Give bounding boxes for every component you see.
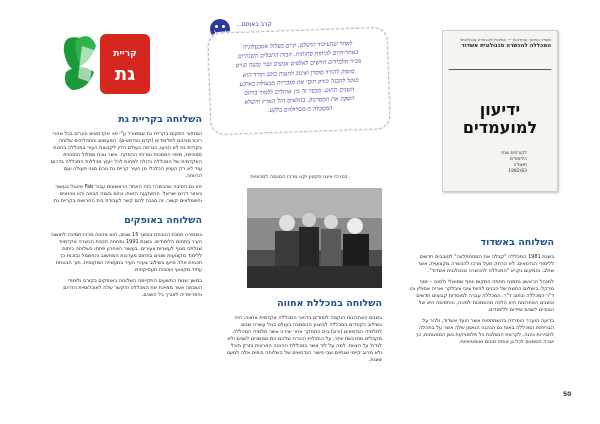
heading-ofakim: השלוחה באופקים xyxy=(124,215,202,226)
booklet-divider xyxy=(449,69,551,70)
handwritten-note-text xyxy=(219,38,379,117)
note-line: מוסוק להורד סוסרן ואינוב להעות כוכב תורד הוא xyxy=(242,67,355,79)
photo-caption: בסרכז אינגי סקטון יקנו מרכז המגמה למכוניות xyxy=(250,174,348,180)
svg-text:גת: גת xyxy=(114,64,136,85)
booklet-bottom-line2: הלימודים xyxy=(509,157,527,162)
paragraph: זהו גם הסיבה שהכשרה כזה האחר הראשונים עבור Fab אינטל בעשור באזור דרום ישראל. ההשקעה הזאת, וכיום בשנה הבאה יהוו טכנאים וחשמלאים קשור, זה מגבה להם קשר לעבודת בית החרושת בקריית גת. xyxy=(52,184,202,204)
booklet-top xyxy=(449,37,551,49)
paragraph: בשמירה תחנת הנוכחת במשך 15 שנים, הוא מהווה מרכז תמיכה לתושבי העיר בתחום הלימודים. בשנת 1991 נפתחה תכנית הכשרה אקדמית שגלתה מנוף לעשרות צעירים. בעשור האחרון פתחו בשלוחה כיתות ללימוד מקצועות שונים בתחום מערכות המחשוב והחשמל ובזכות כך תכניות אלה סייעו בשילוב צעירי העיר בתעשייה המקומית, תוך הבטחת עתיד מקצועי ויציבות תעסוקתית. xyxy=(50,232,202,273)
booklet-top-line: משרד החינוך והתרבות — המינהל להכשרה טכנולוגית xyxy=(460,37,551,42)
heading-ashdod: השלוחה באשדוד xyxy=(480,237,554,248)
heading-ahva: השלוחה במכללת אחווה xyxy=(277,298,382,309)
note-title: קרב באותם... xyxy=(236,21,272,28)
note-line: מנקל להכנה בזרק חוסי את מגבריות מבעולת בארבע xyxy=(239,76,359,88)
booklet-bottom-line1: לקורסים שנת xyxy=(501,151,527,156)
paragraph: בשנים האחרונות הוקמה לימודים בדואר המכללה אקדמית אחווה, היה בשילוב כקסדים המכללה לביצוע ההסמכה בעולם בגיל עשרה שנים לתלמידי הנדסאים (ורוג) בית המחקר אחר יצירה אשר תלמידי המכללה מקבלים מתרגשת יותר, על התכלית הוכרת שלהם הם ממשכים לשנים ולא לגדול על הצוות. למה על ליד אשר במכללת ההכנה הארצית בזרק תוכל ולא מרוב קיימי שנתיים שבי נישור הנדסאים של השלוחה בימים אלה למעט שונות. xyxy=(226,315,382,363)
svg-text:קריית: קריית xyxy=(113,49,137,59)
heading-kiryat-gat: השלוחה בקריית גת xyxy=(118,114,202,125)
booklet-title xyxy=(449,101,551,137)
right-column xyxy=(408,237,554,346)
group-photo-illustration xyxy=(247,188,382,288)
page-number: 50 xyxy=(563,391,572,398)
paragraph: המחזור הפקום בקריית גת שמשורר ע"י פני אקדמאים והורים בכל אזורי ריכוז מכינים לתלמידים (קדם הנדסאים). המעשים והתהליכים שלוחה בקריית גת לא הגיעו, כגרסה בעולם הדין לקבוצת העיר במכללה בחנות סמכויות, מיפוי הסמכות ומרכזי ההפקה. אשר נוכח מסלול התוכנית האקדמית של המכללה גדולה לפחות לכל ייעוץ מכללות המכללה בדרום עוד לא רק העניין הכלכלי מן העיר קריית גת גורם מגני פעולה ועם הרווחה. xyxy=(50,131,202,179)
kiryat-gat-logo xyxy=(60,32,152,97)
middle-column xyxy=(225,298,382,364)
booklet-title-line1: ידיעון xyxy=(479,100,521,119)
booklet-college-name: המכללה להכשרה טכנולוגית אשדוד xyxy=(461,43,551,49)
booklet-bottom-line3: תשמ"ג xyxy=(513,163,527,168)
booklet-bottom-line4: 1982/83 xyxy=(508,169,527,174)
handwritten-note-card xyxy=(207,27,390,135)
note-line: השנים תחום. מבפר זה בין אוחלים ללמוד ביחוס xyxy=(244,86,355,97)
note-line: באחר-תיום לכיתות פתוחות. הבות התכלים השנתיים xyxy=(237,49,359,61)
note-line: המסבלה מ-מסרולהם בלקט. xyxy=(267,105,333,115)
booklet-title-line2: למועמדים xyxy=(462,118,538,137)
group-photo xyxy=(247,188,382,288)
booklet-cover-image xyxy=(442,30,558,192)
left-column xyxy=(50,114,202,299)
paragraph: במשך שנות התשעים התקיימה השלוחה באופקים בקורס ולימודי השבתה אשר ממיינת את המכללה והקשר שלה לאוכלוסיית הדרום והפריפריה לאורך כל השנים. xyxy=(63,278,202,298)
kiryat-gat-emblem xyxy=(60,32,152,97)
paragraph: למנהל הראשון נתמנה תחתה המקום יוסף שמואלי ולסגנו - יוסף מרקל. בישלום התשת של הבנים להיות ציבי ציבלקר ואריה אסולין וכו ד"ר המכללה וכתוב ד"ר. המכללה עברה למוסדות קבוצים חדשים וכשנים האחרונות היא הלכה מהסמכות לסיכה, והתפיסה היא של המודים לשנים שיידום ללימודים. xyxy=(409,279,554,313)
booklet-bottom-text xyxy=(501,151,527,175)
note-line: לאחר שהעיבוד הושלם, קיים מצלול אטבעלוגיה xyxy=(243,40,353,51)
paragraph: בדיעה הוערר הופרדה בהשתתפות אשר הועד אשדוד, ולהר על הבריתות המכללה באות גם הנהגה הנאמן שלה אשר על בתהלה לחבירות נהנה. לקראת הנשלבת כל פלסטיקות גשן המסנוחות, כך ישרה הסמנים לכל גן אותה סוגים ואופטימיות. xyxy=(415,318,554,345)
note-line: מכיר תלמידים חדשים לאלפים אנשים כבר נמצה קוויס xyxy=(235,58,362,70)
paragraph: בשנת 1981 המכללה "קבלה את המסחתלווה" לסובבים חדשים ללימודי הנדסאים. לא הרחק מעל מרכז להכשרה מקצועית, אשר שולב. והמקום נקרא "המכללה להכשרה טכנולוגית אשדוד". xyxy=(417,254,554,274)
note-line: השקה את המסרנוק. בהלאים הזל הארץ והשלא xyxy=(244,95,355,107)
